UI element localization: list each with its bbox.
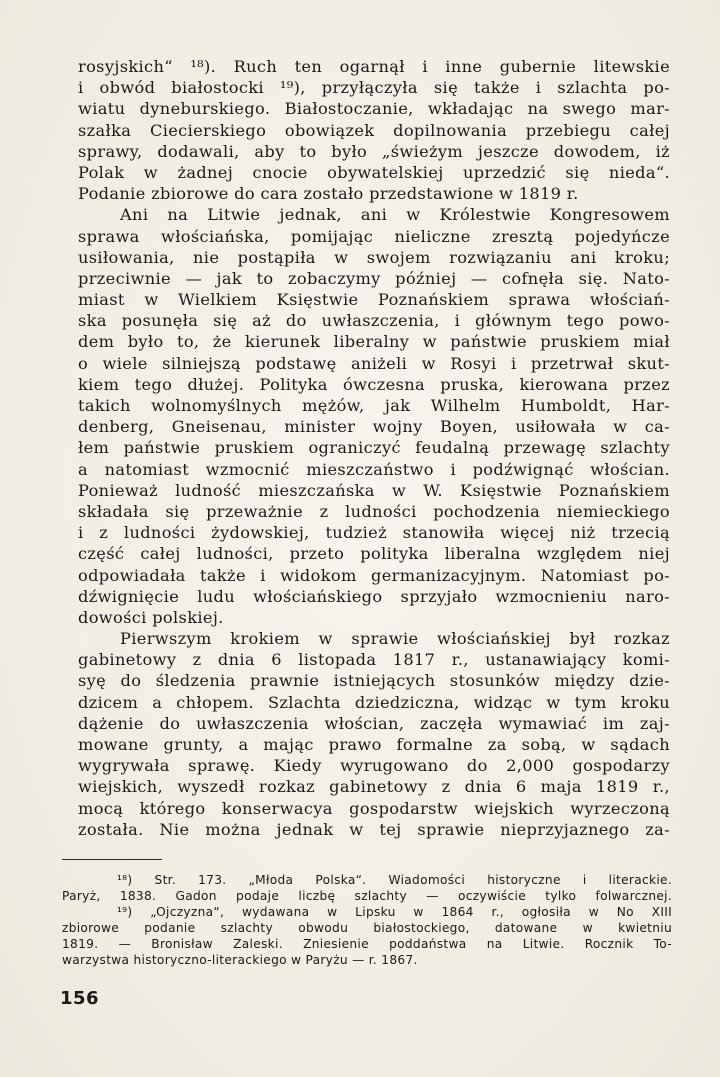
text-line: wiejskich, wyszedł rozkaz gabinetowy z dnia 6 maja 1819 r., [78,777,670,797]
text-line: sprawa włościańska, pomijając nieliczne zresztą pojedyńcze [78,226,670,246]
text-line: łem państwie pruskiem ograniczyć feudalną przewagę szlachty [78,438,670,458]
text-line: wiatu dyneburskiego. Białostoczanie, wkładając na swego mar- [78,99,670,119]
text-line: ska posunęła się aż do uwłaszczenia, i głównym tego powo- [78,311,670,331]
text-line: Pierwszym krokiem w sprawie włościańskiej był rozkaz [120,629,670,649]
text-line: takich wolnomyślnych mężów, jak Wilhelm Humboldt, Har- [78,396,670,415]
text-line: i obwód białostocki ¹⁹), przyłączyła się także i szlachta po- [78,78,670,98]
footnote-line: ¹⁹) „Ojczyzna“, wydawana w Lipsku w 1864 r., ogłosiła w No XIII [117,905,672,919]
footnote-line: zbiorowe podanie szlachty obwodu białostockiego, datowane w kwietniu [62,921,672,935]
text-line: dążenie do uwłaszczenia włościan, zaczęła wymawiać im zaj- [78,713,670,733]
footnote-line: 1819. — Bronisław Zaleski. Zniesienie poddaństwa na Litwie. Rocznik To- [62,937,672,951]
text-line: a natomiast wzmocnić mieszczaństwo i podźwignąć włościan. [78,459,670,479]
text-line: szałka Ciecierskiego obowiązek dopilnowania przebiegu całej [78,120,670,140]
text-line: mocą którego konserwacya gospodarstw wiejskich wyrzeczoną [78,798,670,818]
text-line: Ani na Litwie jednak, ani w Królestwie Kongresowem [120,205,670,225]
text-line: gabinetowy z dnia 6 listopada 1817 r., ustanawiający komi- [78,650,670,670]
text-line: składała się przeważnie z ludności pochodzenia niemieckiego [78,501,670,521]
text-line: kiem tego dłużej. Polityka ówczesna pruska, kierowana przez [78,374,670,394]
text-line: przeciwnie — jak to zobaczymy później — cofnęła się. Nato- [78,268,670,288]
footnotes [62,872,672,968]
text-line: część całej ludności, przeto polityka liberalna względem niej [78,544,670,564]
text-line: Podanie zbiorowe do cara zostało przedstawione w 1819 r. [78,184,579,204]
page-number: 156 [60,988,100,1009]
footnote-line: warzystwa historyczno-literackiego w Paryżu — r. 1867. [62,953,418,967]
text-line: odpowiadała także i widokom germanizacyjnym. Natomiast po- [78,565,670,585]
text-line: denberg, Gneisenau, minister wojny Boyen, usiłowała w ca- [78,417,670,437]
text-line: usiłowania, nie postąpiła w swojem rozwiązaniu ani kroku; [78,247,670,267]
text-line: mowane grunty, a mając prawo formalne za sobą, w sądach [78,735,670,754]
text-line: i z ludności żydowskiej, tudzież stanowiła więcej niż trzecią [78,523,670,543]
text-line: wygrywała sprawę. Kiedy wyrugowano do 2,000 gospodarzy [78,756,670,776]
text-line: dźwignięcie ludu włościańskiego sprzyjało wzmocnieniu naro- [78,586,670,606]
text-line: dzicem a chłopem. Szlachta dziedziczna, widząc w tym kroku [78,692,670,712]
footnote-line: Paryż, 1838. Gadon podaje liczbę szlachty — oczywiście tylko folwarcznej. [62,889,672,903]
text-line: dowości polskiej. [78,607,224,627]
text-line: Polak w żadnej cnocie obywatelskiej uprzedzić się nieda“. [78,162,670,182]
text-line: Ponieważ ludność mieszczańska w W. Księstwie Poznańskiem [78,480,670,500]
text-line: została. Nie można jednak w tej sprawie nieprzyjaznego za- [78,819,670,839]
text-line: syę do śledzenia prawnie istniejących stosunków między dzie- [78,671,670,691]
text-line: rosyjskich“ ¹⁸). Ruch ten ogarnął i inne gubernie litewskie [78,57,670,76]
text-line: sprawy, dodawali, aby to było „świeżym jeszcze dowodem, iż [78,141,670,161]
text-line: miast w Wielkiem Księstwie Poznańskiem sprawa włościań- [78,290,670,310]
footnote-line: ¹⁸) Str. 173. „Młoda Polska“. Wiadomości historyczne i literackie. [117,873,672,887]
text-line: o wiele silniejszą podstawę aniżeli w Rosyi i przetrwał skut- [78,353,670,373]
footnote-divider [62,859,162,860]
text-line: dem było to, że kierunek liberalny w państwie pruskiem miał [78,332,670,352]
main-text [78,56,670,840]
